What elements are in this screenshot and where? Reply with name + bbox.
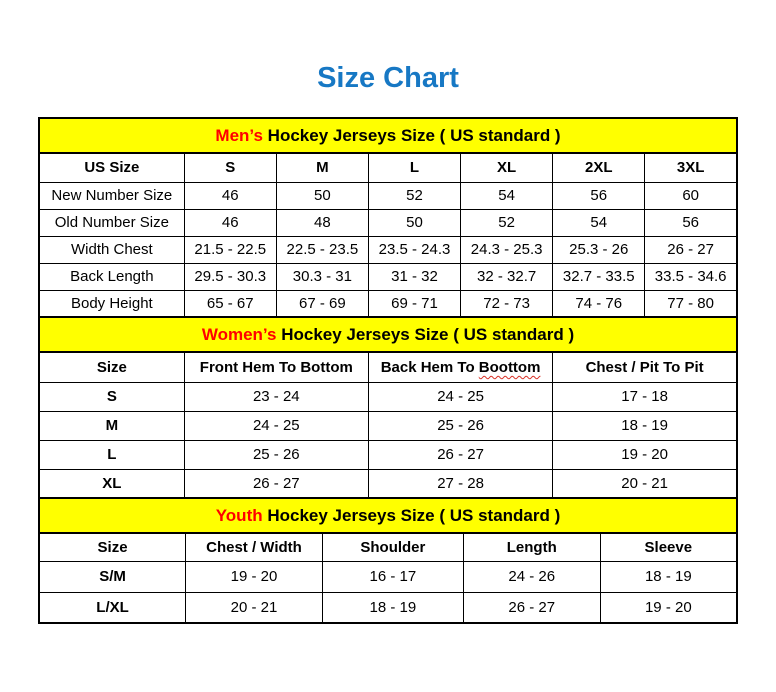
size-value-cell: 25 - 26 xyxy=(184,440,368,469)
size-value-cell: 16 - 17 xyxy=(322,561,463,592)
heading-rest: Hockey Jerseys Size ( US standard ) xyxy=(276,325,575,344)
size-value-cell: 67 - 69 xyxy=(276,290,368,317)
size-value-cell: 20 - 21 xyxy=(186,592,323,623)
size-value-cell: 50 xyxy=(276,182,368,209)
size-value-cell: 27 - 28 xyxy=(368,469,552,498)
heading-rest: Hockey Jerseys Size ( US standard ) xyxy=(262,506,561,525)
size-value-cell: 17 - 18 xyxy=(553,382,737,411)
row-label: XL xyxy=(39,469,184,498)
size-value-cell: 24 - 26 xyxy=(463,561,600,592)
size-value-cell: 21.5 - 22.5 xyxy=(184,236,276,263)
column-header: Front Hem To Bottom xyxy=(184,352,368,382)
table-row xyxy=(39,561,737,592)
heading-highlight: Women’s xyxy=(201,325,277,344)
size-value-cell: 19 - 20 xyxy=(553,440,737,469)
size-value-cell: 25.3 - 26 xyxy=(553,236,645,263)
column-header: M xyxy=(276,153,368,182)
table-row xyxy=(39,382,737,411)
column-header: 2XL xyxy=(553,153,645,182)
table-row xyxy=(39,263,737,290)
table-row xyxy=(39,411,737,440)
row-label: Body Height xyxy=(39,290,184,317)
heading-rest: Hockey Jerseys Size ( US standard ) xyxy=(262,126,561,145)
row-label: Back Length xyxy=(39,263,184,290)
column-header: US Size xyxy=(39,153,184,182)
size-value-cell: 72 - 73 xyxy=(461,290,553,317)
size-value-cell: 24.3 - 25.3 xyxy=(461,236,553,263)
column-header: Back Hem To Boottom xyxy=(368,352,552,382)
size-value-cell: 77 - 80 xyxy=(645,290,737,317)
row-label: L xyxy=(39,440,184,469)
size-value-cell: 74 - 76 xyxy=(553,290,645,317)
row-label: S xyxy=(39,382,184,411)
header-row xyxy=(39,352,737,382)
size-value-cell: 24 - 25 xyxy=(184,411,368,440)
row-label: New Number Size xyxy=(39,182,184,209)
row-label: Old Number Size xyxy=(39,209,184,236)
header-row xyxy=(39,153,737,182)
column-header: Sleeve xyxy=(600,533,737,561)
heading-highlight: Youth xyxy=(215,506,263,525)
size-value-cell: 24 - 25 xyxy=(368,382,552,411)
size-value-cell: 20 - 21 xyxy=(553,469,737,498)
column-header: Size xyxy=(39,352,184,382)
heading-highlight: Men’s xyxy=(215,126,263,145)
size-value-cell: 23.5 - 24.3 xyxy=(368,236,460,263)
row-label: Width Chest xyxy=(39,236,184,263)
size-value-cell: 26 - 27 xyxy=(645,236,737,263)
size-value-cell: 22.5 - 23.5 xyxy=(276,236,368,263)
size-value-cell: 65 - 67 xyxy=(184,290,276,317)
table-row xyxy=(39,209,737,236)
youth-size-table xyxy=(38,532,738,624)
column-header: S xyxy=(184,153,276,182)
size-value-cell: 56 xyxy=(645,209,737,236)
size-value-cell: 60 xyxy=(645,182,737,209)
size-value-cell: 25 - 26 xyxy=(368,411,552,440)
size-value-cell: 30.3 - 31 xyxy=(276,263,368,290)
misspelled-word: Boottom xyxy=(478,358,541,376)
section-womens xyxy=(38,316,738,499)
size-value-cell: 52 xyxy=(368,182,460,209)
size-value-cell: 26 - 27 xyxy=(463,592,600,623)
size-value-cell: 56 xyxy=(553,182,645,209)
table-row xyxy=(39,592,737,623)
table-row xyxy=(39,469,737,498)
column-header: Size xyxy=(39,533,186,561)
size-value-cell: 31 - 32 xyxy=(368,263,460,290)
size-value-cell: 32 - 32.7 xyxy=(461,263,553,290)
column-header: L xyxy=(368,153,460,182)
size-value-cell: 26 - 27 xyxy=(368,440,552,469)
mens-size-table xyxy=(38,152,738,318)
size-value-cell: 46 xyxy=(184,182,276,209)
size-value-cell: 32.7 - 33.5 xyxy=(553,263,645,290)
size-value-cell: 50 xyxy=(368,209,460,236)
section-mens xyxy=(38,117,738,318)
size-value-cell: 29.5 - 30.3 xyxy=(184,263,276,290)
womens-size-table xyxy=(38,351,738,499)
row-label: S/M xyxy=(39,561,186,592)
page-title: Size Chart xyxy=(317,62,459,94)
size-value-cell: 54 xyxy=(461,182,553,209)
size-value-cell: 54 xyxy=(553,209,645,236)
section-youth xyxy=(38,497,738,624)
size-value-cell: 18 - 19 xyxy=(322,592,463,623)
size-value-cell: 18 - 19 xyxy=(600,561,737,592)
column-header: Length xyxy=(463,533,600,561)
table-row xyxy=(39,182,737,209)
table-row xyxy=(39,290,737,317)
size-value-cell: 19 - 20 xyxy=(600,592,737,623)
column-header: XL xyxy=(461,153,553,182)
size-value-cell: 52 xyxy=(461,209,553,236)
table-row xyxy=(39,440,737,469)
size-value-cell: 19 - 20 xyxy=(186,561,323,592)
size-value-cell: 26 - 27 xyxy=(184,469,368,498)
row-label: L/XL xyxy=(39,592,186,623)
header-row xyxy=(39,533,737,561)
size-chart-container xyxy=(38,117,738,624)
size-value-cell: 33.5 - 34.6 xyxy=(645,263,737,290)
size-value-cell: 18 - 19 xyxy=(553,411,737,440)
size-chart-page xyxy=(0,62,776,692)
column-header: Chest / Pit To Pit xyxy=(553,352,737,382)
section-heading-mens xyxy=(38,117,738,154)
column-header: 3XL xyxy=(645,153,737,182)
column-header: Shoulder xyxy=(322,533,463,561)
row-label: M xyxy=(39,411,184,440)
size-value-cell: 23 - 24 xyxy=(184,382,368,411)
size-value-cell: 48 xyxy=(276,209,368,236)
size-value-cell: 69 - 71 xyxy=(368,290,460,317)
section-heading-youth xyxy=(38,497,738,534)
column-header: Chest / Width xyxy=(186,533,323,561)
table-row xyxy=(39,236,737,263)
section-heading-womens xyxy=(38,316,738,353)
size-value-cell: 46 xyxy=(184,209,276,236)
